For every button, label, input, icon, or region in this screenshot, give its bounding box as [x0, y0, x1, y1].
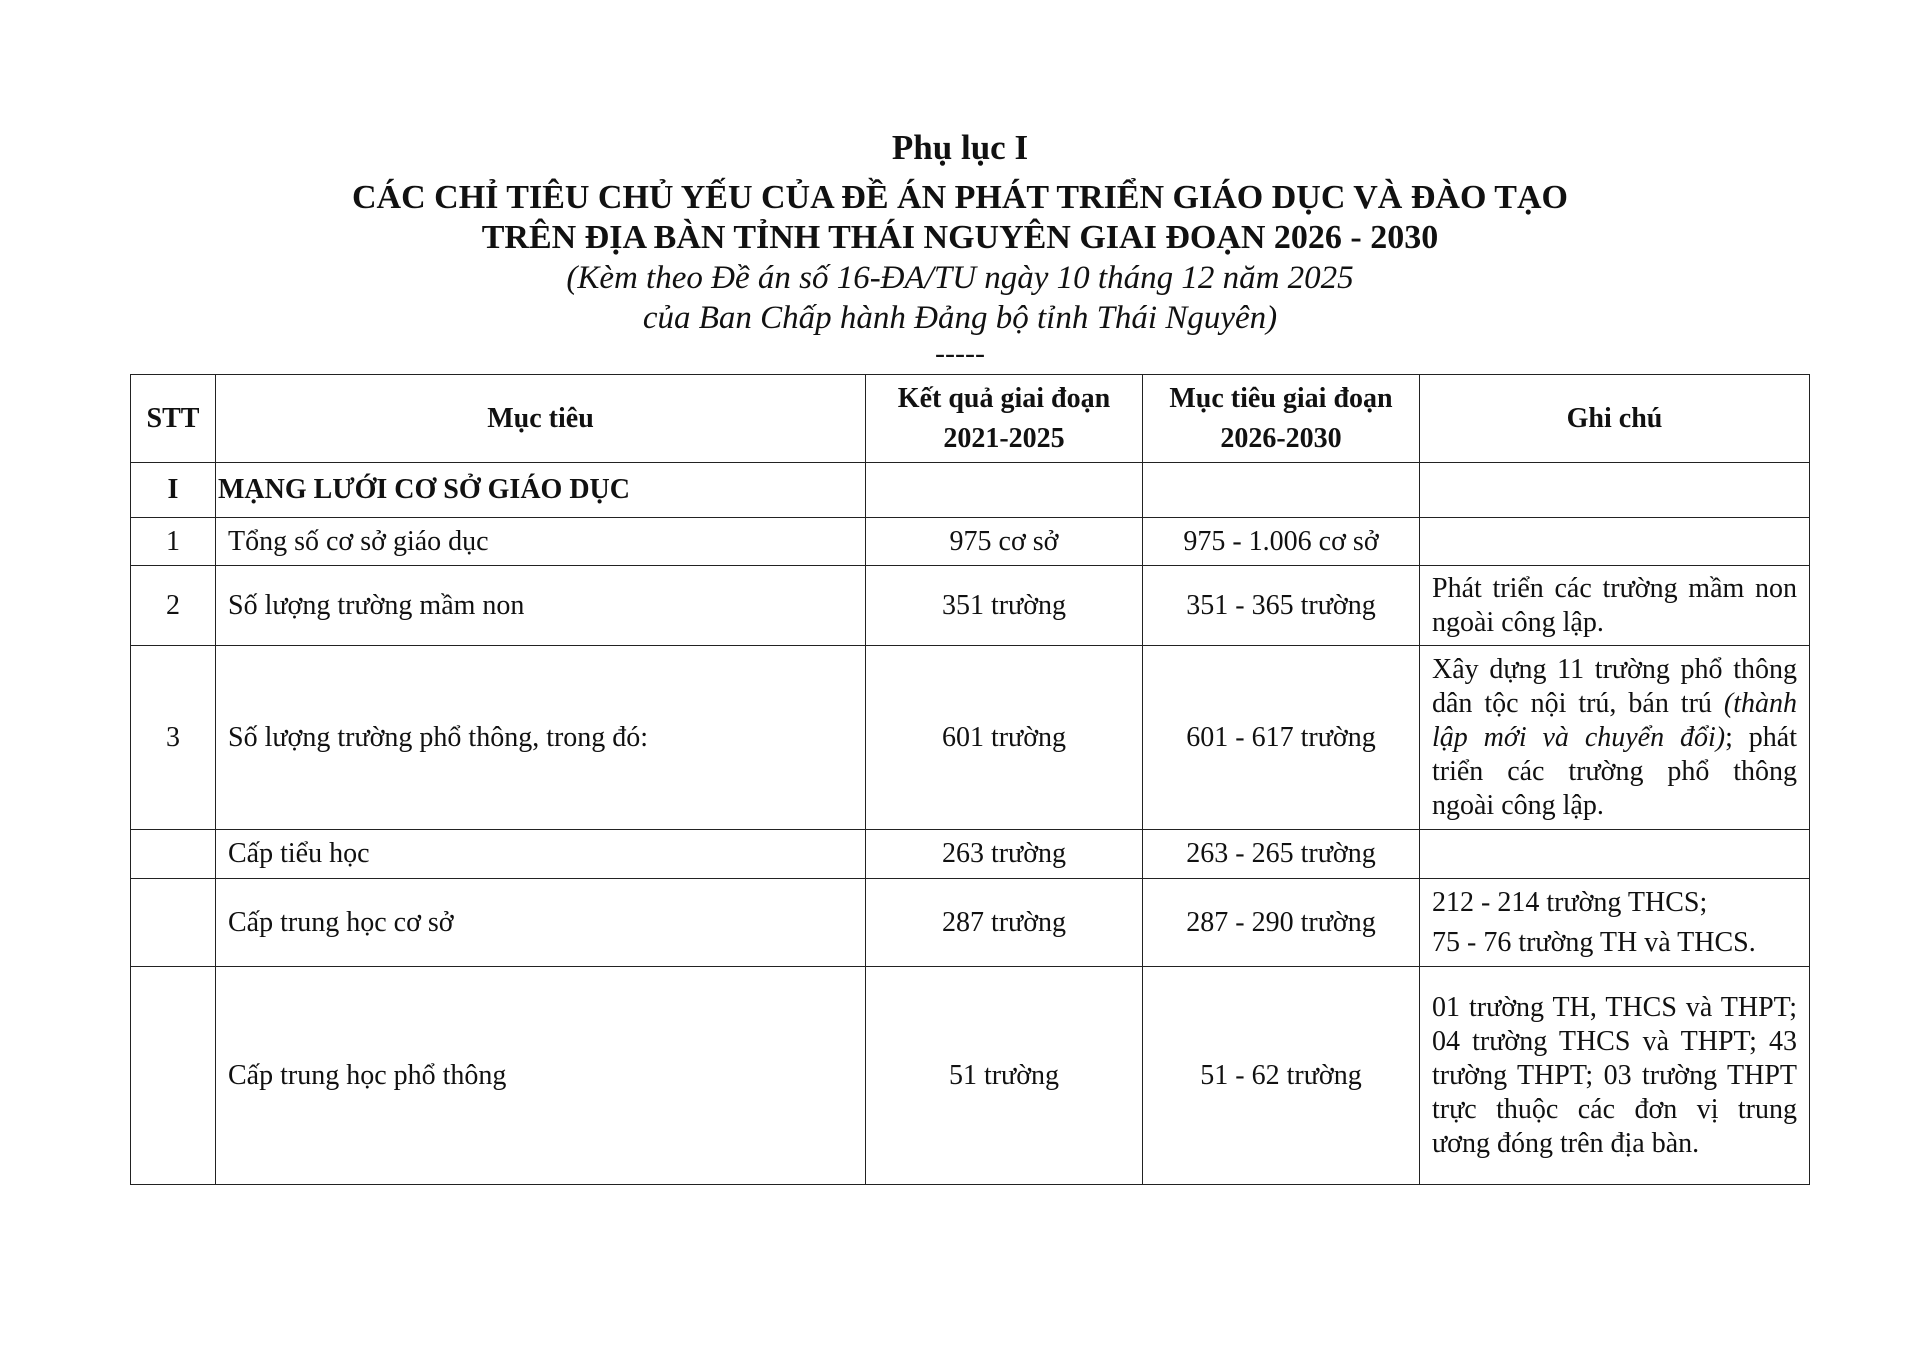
- row-result: 975 cơ sở: [866, 518, 1143, 566]
- row-objective: Cấp tiểu học: [216, 830, 866, 879]
- row-objective: Số lượng trường mầm non: [216, 566, 866, 646]
- section-row: [131, 463, 1810, 518]
- appendix-title: Phụ lục I: [891, 128, 1029, 167]
- column-header-stt: STT: [131, 375, 216, 463]
- row-result: 601 trường: [866, 646, 1143, 830]
- column-header-result-line-1: Kết quả giai đoạn: [897, 382, 1111, 414]
- column-header-target-line-2: 2026-2030: [1220, 422, 1342, 454]
- row-result: 287 trường: [866, 879, 1143, 967]
- row-objective: Cấp trung học phổ thông: [216, 967, 866, 1185]
- row-note-line-1: 212 - 214 trường THCS;: [1432, 886, 1708, 918]
- document-title-line-2: TRÊN ĐỊA BÀN TỈNH THÁI NGUYÊN GIAI ĐOẠN 2026 - 2030: [481, 219, 1439, 256]
- section-target-cell: [1143, 463, 1420, 518]
- column-header-objective: Mục tiêu: [216, 375, 866, 463]
- row-objective: Số lượng trường phổ thông, trong đó:: [216, 646, 866, 830]
- row-note-part-3: ; phát triển các trường phổ thông ngoài công lập.: [1432, 721, 1797, 821]
- table-row: [131, 967, 1810, 1185]
- row-result: 263 trường: [866, 830, 1143, 879]
- separator-dashes: -----: [935, 337, 985, 370]
- row-note: [1420, 830, 1810, 879]
- row-objective: Cấp trung học cơ sở: [216, 879, 866, 967]
- row-stt: [131, 830, 216, 879]
- column-header-target-line-1: Mục tiêu giai đoạn: [1169, 382, 1393, 414]
- row-target: 601 - 617 trường: [1143, 646, 1420, 830]
- table-header-row: [131, 375, 1810, 463]
- row-target: 975 - 1.006 cơ sở: [1143, 518, 1420, 566]
- row-note: [1420, 518, 1810, 566]
- row-note: 01 trường TH, THCS và THPT; 04 trường THCS và THPT; 43 trường THPT; 03 trường THPT trực thuộc các đơn vị trung ương đóng trên địa bàn.: [1420, 967, 1810, 1185]
- row-result: 51 trường: [866, 967, 1143, 1185]
- row-note: [1420, 646, 1810, 830]
- section-label: MẠNG LƯỚI CƠ SỞ GIÁO DỤC: [216, 463, 866, 518]
- row-target: 51 - 62 trường: [1143, 967, 1420, 1185]
- table-row: [131, 879, 1810, 967]
- section-stt: I: [131, 463, 216, 518]
- document-subtitle-line-2: của Ban Chấp hành Đảng bộ tỉnh Thái Nguyên): [642, 300, 1278, 336]
- table-row: [131, 566, 1810, 646]
- document-subtitle-line-1: (Kèm theo Đề án số 16-ĐA/TU ngày 10 tháng 12 năm 2025: [566, 260, 1354, 296]
- section-result-cell: [866, 463, 1143, 518]
- table-row: [131, 518, 1810, 566]
- row-stt: [131, 879, 216, 967]
- table-row: [131, 830, 1810, 879]
- row-target: 351 - 365 trường: [1143, 566, 1420, 646]
- table-row: [131, 646, 1810, 830]
- row-stt: 1: [131, 518, 216, 566]
- column-header-result-line-2: 2021-2025: [943, 422, 1065, 454]
- row-note: Phát triển các trường mầm non ngoài công lập.: [1420, 566, 1810, 646]
- row-stt: 3: [131, 646, 216, 830]
- column-header-target: [1143, 375, 1420, 463]
- section-note-cell: [1420, 463, 1810, 518]
- row-target: 287 - 290 trường: [1143, 879, 1420, 967]
- row-objective: Tổng số cơ sở giáo dục: [216, 518, 866, 566]
- row-note-part-2: (thành lập mới và chuyển đổi): [1432, 687, 1797, 753]
- row-stt: 2: [131, 566, 216, 646]
- targets-table: [130, 374, 1810, 1185]
- row-note-line-2: 75 - 76 trường TH và THCS.: [1432, 926, 1756, 958]
- row-target: 263 - 265 trường: [1143, 830, 1420, 879]
- row-stt: [131, 967, 216, 1185]
- column-header-note: Ghi chú: [1420, 375, 1810, 463]
- row-result: 351 trường: [866, 566, 1143, 646]
- row-note: [1420, 879, 1810, 967]
- column-header-result: [866, 375, 1143, 463]
- row-note-part-1: Xây dựng 11 trường phổ thông dân tộc nội trú, bán trú: [1432, 653, 1797, 719]
- document-title-line-1: CÁC CHỈ TIÊU CHỦ YẾU CỦA ĐỀ ÁN PHÁT TRIỂN GIÁO DỤC VÀ ĐÀO TẠO: [352, 179, 1568, 216]
